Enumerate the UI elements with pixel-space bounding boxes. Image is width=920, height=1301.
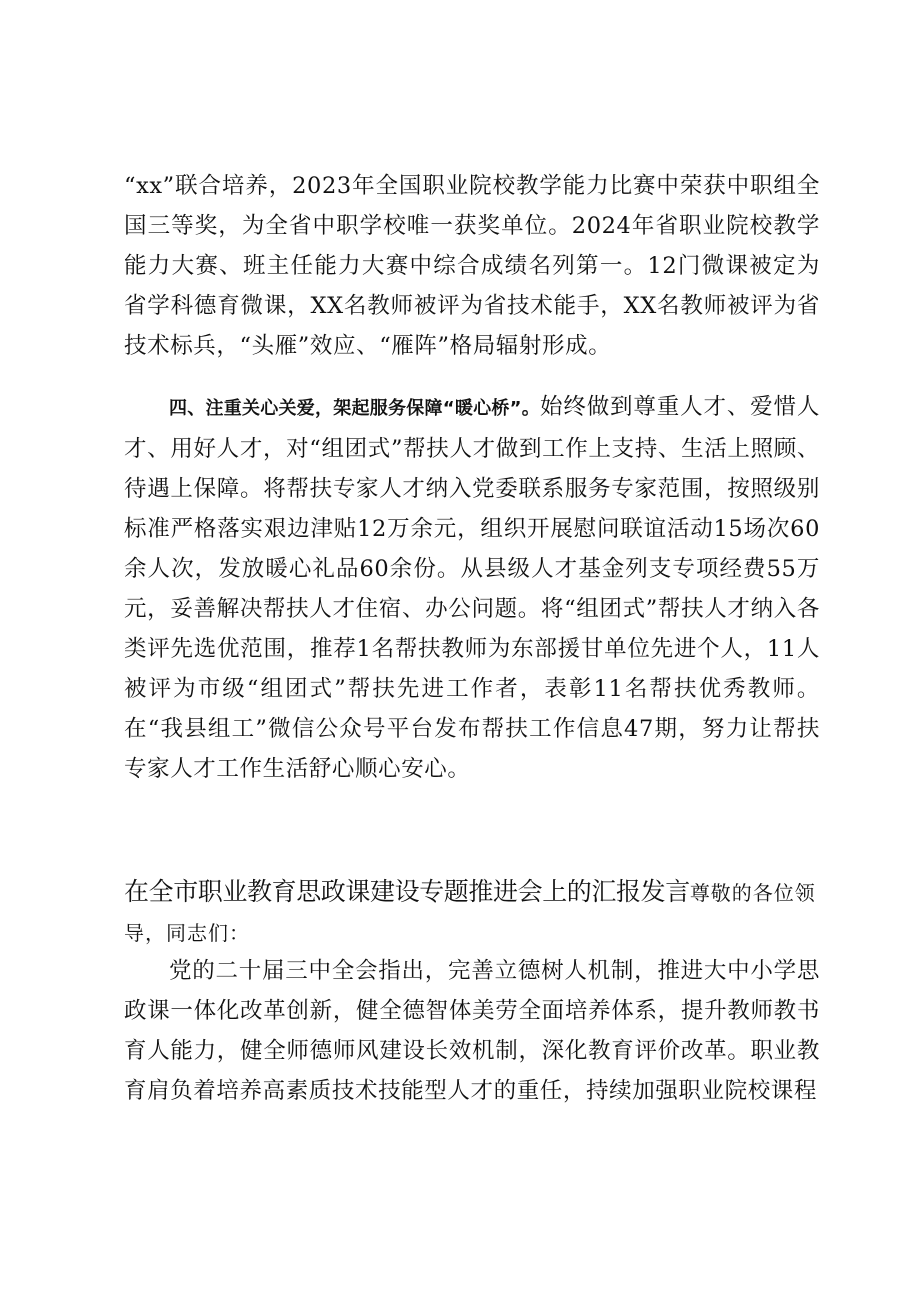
section-four-body: 始终做到尊重人才、爱惜人才、用好人才，对“组团式”帮扶人才做到工作上支持、生活上照顾、待遇上保障。将帮扶专家人才纳入党委联系服务专家范围，按照级别标准严格落实艰边津贴12万余元，组织开展慰问联谊活动15场次60余人次，发放暖心礼品60余份。从县级人才基金列支专项经费55万元，妥善解决帮扶人才住宿、办公问题。将“组团式”帮扶人才纳入各类评先选优范围，推荐1名帮扶教师为东部援甘单位先进个人，11人被评为市级“组团式”帮扶先进工作者，表彰11名帮扶优秀教师。在“我县组工”微信公众号平台发布帮扶工作信息47期，努力让帮扶专家人才工作生活舒心顺心安心。 <box>124 394 820 782</box>
previous-section-paragraph: “xx”联合培养，2023年全国职业院校教学能力比赛中荣获中职组全国三等奖，为全省中职学校唯一获奖单位。2024年省职业院校教学能力大赛、班主任能力大赛中综合成绩名列第一。12门微课被定为省学科德育微课，XX名教师被评为省技术能手，XX名教师被评为省技术标兵，“头雁”效应、“雁阵”格局辐射形成。 <box>124 173 820 359</box>
speech-title: 在全市职业教育思政课建设专题推进会上的汇报发言 <box>124 877 690 906</box>
section-four-paragraph <box>124 387 820 789</box>
speech-intro-paragraph: 党的二十届三中全会指出，完善立德树人机制，推进大中小学思政课一体化改革创新，健全德智体美劳全面培养体系，提升教师教书育人能力，健全师德师风建设长效机制，深化教育评价改革。职业教育肩负着培养高素质技术技能型人才的重任，持续加强职业院校课程 <box>124 958 820 1104</box>
speech-header <box>124 872 824 953</box>
section-four-heading: 四、注重关心关爱，架起服务保障“暖心桥”。 <box>169 398 540 419</box>
speech-greeting: 尊敬的各位领导，同志们： <box>124 881 816 945</box>
